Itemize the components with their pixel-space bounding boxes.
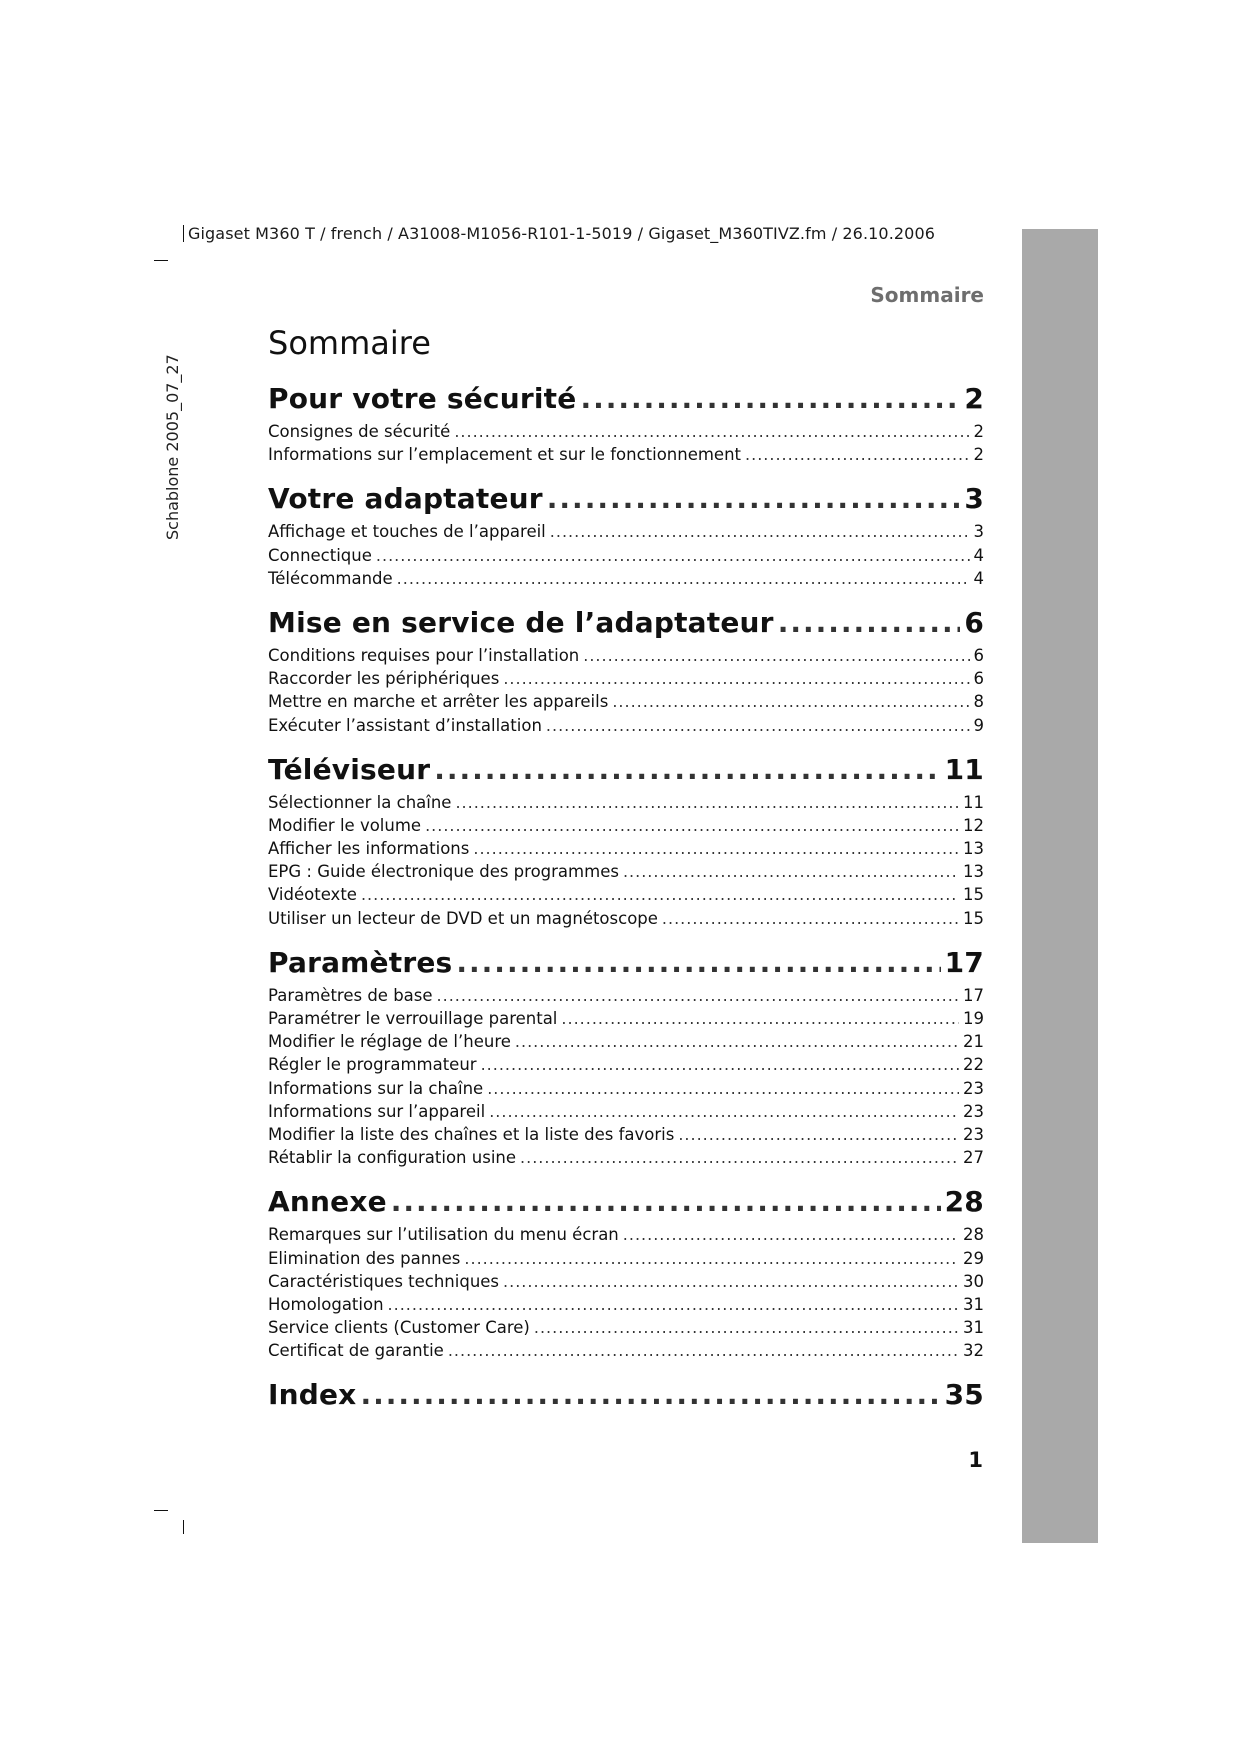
toc-entry-title: Connectique xyxy=(268,545,372,565)
file-header-text: Gigaset M360 T / french / A31008-M1056-R101-1-5019 / Gigaset_M360TIVZ.fm / 26.10.2006 xyxy=(188,224,936,243)
toc-entry-title: Service clients (Customer Care) xyxy=(268,1318,530,1338)
toc-entry[interactable] xyxy=(268,1148,984,1171)
toc-entry[interactable] xyxy=(268,546,984,569)
toc-entry-page: 2 xyxy=(973,422,984,441)
toc-entry[interactable] xyxy=(268,569,984,592)
crop-mark xyxy=(183,1520,184,1534)
toc-entry-title: Exécuter l’assistant d’installation xyxy=(268,715,542,735)
toc-chapter-title: Mise en service de l’adaptateur xyxy=(268,605,774,639)
toc-entry-title: Paramétrer le verrouillage parental xyxy=(268,1009,558,1028)
toc-entry[interactable] xyxy=(268,1102,984,1125)
toc-chapter xyxy=(268,1185,984,1364)
toc-chapter-link[interactable] xyxy=(268,1378,984,1418)
toc-chapter xyxy=(268,753,984,932)
toc-entry-title: Utiliser un lecteur de DVD et un magnétoscope xyxy=(268,908,658,928)
toc-entry[interactable] xyxy=(268,793,984,816)
toc-chapter-title: Pour votre sécurité xyxy=(268,382,577,415)
toc-entry[interactable] xyxy=(268,692,984,715)
toc-chapter-page: 2 xyxy=(964,382,984,415)
toc-entry-title: Modifier le réglage de l’heure xyxy=(268,1032,511,1052)
toc-chapter-page: 6 xyxy=(964,605,984,639)
toc-chapter-page: 11 xyxy=(944,752,984,786)
dot-leader xyxy=(437,986,959,1005)
toc-entry-title: Régler le programmateur xyxy=(268,1055,477,1075)
dot-leader xyxy=(678,1125,959,1144)
dot-leader xyxy=(425,816,959,835)
toc-chapter-link[interactable] xyxy=(268,382,984,422)
toc-entry-title: Raccorder les périphériques xyxy=(268,669,500,689)
toc-entry[interactable] xyxy=(268,839,984,862)
toc-chapter xyxy=(268,1378,984,1418)
toc-chapter xyxy=(268,946,984,1172)
dot-leader xyxy=(448,1341,959,1360)
toc-entry[interactable] xyxy=(268,422,984,445)
toc-entry-page: 21 xyxy=(963,1032,984,1052)
toc-entry-list xyxy=(268,422,984,468)
dot-leader xyxy=(473,839,959,858)
toc-entry[interactable] xyxy=(268,885,984,908)
toc-entry[interactable] xyxy=(268,1295,984,1318)
toc-entry-title: Elimination des pannes xyxy=(268,1248,461,1268)
toc-chapter-link[interactable] xyxy=(268,946,984,986)
toc-entry[interactable] xyxy=(268,646,984,669)
toc-entry[interactable] xyxy=(268,1225,984,1248)
toc-entry-list xyxy=(268,793,984,932)
toc-entry[interactable] xyxy=(268,1125,984,1148)
toc-entry-page: 15 xyxy=(963,885,984,905)
dot-leader xyxy=(388,1295,959,1314)
toc-entry-title: EPG : Guide électronique des programmes xyxy=(268,862,619,882)
toc-chapter-link[interactable] xyxy=(268,753,984,793)
dot-leader xyxy=(550,522,970,541)
toc-entry-page: 8 xyxy=(973,692,984,712)
toc-entry-title: Modifier la liste des chaînes et la liste des favoris xyxy=(268,1124,675,1144)
page-title: Sommaire xyxy=(268,324,431,362)
crop-mark xyxy=(154,260,168,261)
toc-entry-page: 9 xyxy=(973,715,984,735)
toc-entry-title: Conditions requises pour l’installation xyxy=(268,645,580,665)
toc-entry[interactable] xyxy=(268,1272,984,1295)
toc-chapter-title: Paramètres xyxy=(268,945,453,979)
dot-leader xyxy=(580,382,960,415)
page-number: 1 xyxy=(968,1448,983,1472)
toc-entry-title: Homologation xyxy=(268,1294,384,1314)
toc-chapter-page: 3 xyxy=(964,482,984,516)
dot-leader xyxy=(481,1055,959,1074)
toc-entry[interactable] xyxy=(268,1249,984,1272)
toc-entry[interactable] xyxy=(268,669,984,692)
dot-leader xyxy=(623,1225,959,1244)
dot-leader xyxy=(547,482,961,515)
toc-entry-page: 27 xyxy=(963,1148,984,1168)
toc-entry-title: Télécommande xyxy=(268,568,393,588)
dot-leader xyxy=(464,1249,959,1268)
dot-leader xyxy=(515,1032,959,1051)
toc-entry-title: Rétablir la configuration usine xyxy=(268,1148,517,1168)
table-of-contents xyxy=(268,382,984,1432)
toc-entry-page: 12 xyxy=(963,815,984,835)
toc-entry-page: 23 xyxy=(963,1078,984,1098)
toc-entry-page: 6 xyxy=(973,669,984,689)
thumb-tab-strip xyxy=(1022,229,1098,1543)
toc-entry[interactable] xyxy=(268,816,984,839)
dot-leader xyxy=(662,909,959,928)
toc-entry-page: 28 xyxy=(963,1225,984,1245)
toc-entry-title: Informations sur la chaîne xyxy=(268,1078,484,1098)
toc-entry-page: 15 xyxy=(963,908,984,928)
toc-chapter-page: 35 xyxy=(944,1378,984,1412)
dot-leader xyxy=(489,1102,959,1121)
toc-entry-page: 4 xyxy=(973,545,984,565)
toc-chapter-link[interactable] xyxy=(268,482,984,522)
template-label: Schablone 2005_07_27 xyxy=(163,354,182,540)
toc-entry[interactable] xyxy=(268,909,984,932)
dot-leader xyxy=(487,1079,959,1098)
toc-entry[interactable] xyxy=(268,862,984,885)
toc-chapter-link[interactable] xyxy=(268,1185,984,1225)
toc-entry-page: 31 xyxy=(963,1294,984,1314)
dot-leader xyxy=(455,793,959,812)
toc-entry-page: 6 xyxy=(973,645,984,665)
file-header xyxy=(183,224,935,243)
toc-entry-title: Remarques sur l’utilisation du menu écran xyxy=(268,1225,619,1245)
toc-entry-page: 23 xyxy=(963,1124,984,1144)
toc-entry-title: Mettre en marche et arrêter les appareils xyxy=(268,692,609,712)
dot-leader xyxy=(397,569,970,588)
toc-entry-title: Informations sur l’appareil xyxy=(268,1101,486,1121)
toc-entry[interactable] xyxy=(268,522,984,545)
margin-bar xyxy=(183,225,184,242)
toc-entry-title: Vidéotexte xyxy=(268,885,357,905)
dot-leader xyxy=(612,692,969,711)
toc-entry[interactable] xyxy=(268,986,984,1009)
toc-chapter-link[interactable] xyxy=(268,606,984,646)
toc-entry-title: Caractéristiques techniques xyxy=(268,1271,500,1291)
toc-entry-list xyxy=(268,522,984,592)
toc-chapter-title: Annexe xyxy=(268,1185,387,1219)
toc-entry-title: Paramètres de base xyxy=(268,985,433,1005)
dot-leader xyxy=(546,716,970,735)
dot-leader xyxy=(534,1318,959,1337)
toc-entry-page: 13 xyxy=(963,839,984,859)
running-head: Sommaire xyxy=(870,283,984,307)
toc-entry-title: Modifier le volume xyxy=(268,815,422,835)
crop-mark xyxy=(154,1510,168,1511)
toc-entry-page: 19 xyxy=(963,1009,984,1028)
toc-entry[interactable] xyxy=(268,445,984,468)
toc-entry-page: 2 xyxy=(973,445,984,465)
toc-entry-title: Consignes de sécurité xyxy=(268,422,451,441)
toc-entry-page: 31 xyxy=(963,1318,984,1338)
toc-entry-title: Informations sur l’emplacement et sur le fonctionnement xyxy=(268,445,742,465)
dot-leader xyxy=(778,606,961,639)
dot-leader xyxy=(434,753,940,786)
dot-leader xyxy=(391,1185,941,1218)
toc-entry-page: 3 xyxy=(973,522,984,542)
toc-entry-page: 13 xyxy=(963,862,984,882)
toc-entry[interactable] xyxy=(268,1318,984,1341)
toc-entry-page: 29 xyxy=(963,1248,984,1268)
dot-leader xyxy=(456,946,940,979)
toc-entry-list xyxy=(268,1225,984,1364)
toc-entry-page: 17 xyxy=(963,985,984,1005)
toc-chapter xyxy=(268,606,984,739)
toc-entry-page: 4 xyxy=(973,568,984,588)
dot-leader xyxy=(360,1378,940,1411)
toc-chapter-title: Téléviseur xyxy=(268,752,431,786)
toc-entry[interactable] xyxy=(268,1032,984,1055)
toc-entry-list xyxy=(268,986,984,1172)
toc-entry-page: 30 xyxy=(963,1271,984,1291)
toc-entry-page: 22 xyxy=(963,1055,984,1075)
toc-entry-page: 32 xyxy=(963,1341,984,1361)
dot-leader xyxy=(561,1009,959,1028)
toc-entry[interactable] xyxy=(268,716,984,739)
dot-leader xyxy=(583,646,969,665)
dot-leader xyxy=(745,445,969,464)
dot-leader xyxy=(503,1272,959,1291)
toc-chapter-page: 28 xyxy=(944,1185,984,1219)
toc-entry-title: Sélectionner la chaîne xyxy=(268,792,452,812)
toc-chapter-title: Index xyxy=(268,1378,357,1412)
toc-entry-title: Afficher les informations xyxy=(268,839,470,859)
toc-entry-page: 23 xyxy=(963,1101,984,1121)
toc-entry[interactable] xyxy=(268,1055,984,1078)
toc-entry-title: Affichage et touches de l’appareil xyxy=(268,522,546,542)
toc-entry[interactable] xyxy=(268,1079,984,1102)
toc-entry-title: Certificat de garantie xyxy=(268,1341,444,1361)
toc-chapter xyxy=(268,382,984,468)
dot-leader xyxy=(454,422,969,441)
toc-chapter xyxy=(268,482,984,592)
toc-chapter-title: Votre adaptateur xyxy=(268,482,543,516)
dot-leader xyxy=(361,885,959,904)
toc-entry[interactable] xyxy=(268,1341,984,1364)
toc-entry-list xyxy=(268,646,984,739)
dot-leader xyxy=(503,669,969,688)
dot-leader xyxy=(623,862,959,881)
toc-entry-page: 11 xyxy=(963,792,984,812)
dot-leader xyxy=(520,1148,959,1167)
toc-chapter-page: 17 xyxy=(944,945,984,979)
dot-leader xyxy=(376,546,970,565)
toc-entry[interactable] xyxy=(268,1009,984,1032)
